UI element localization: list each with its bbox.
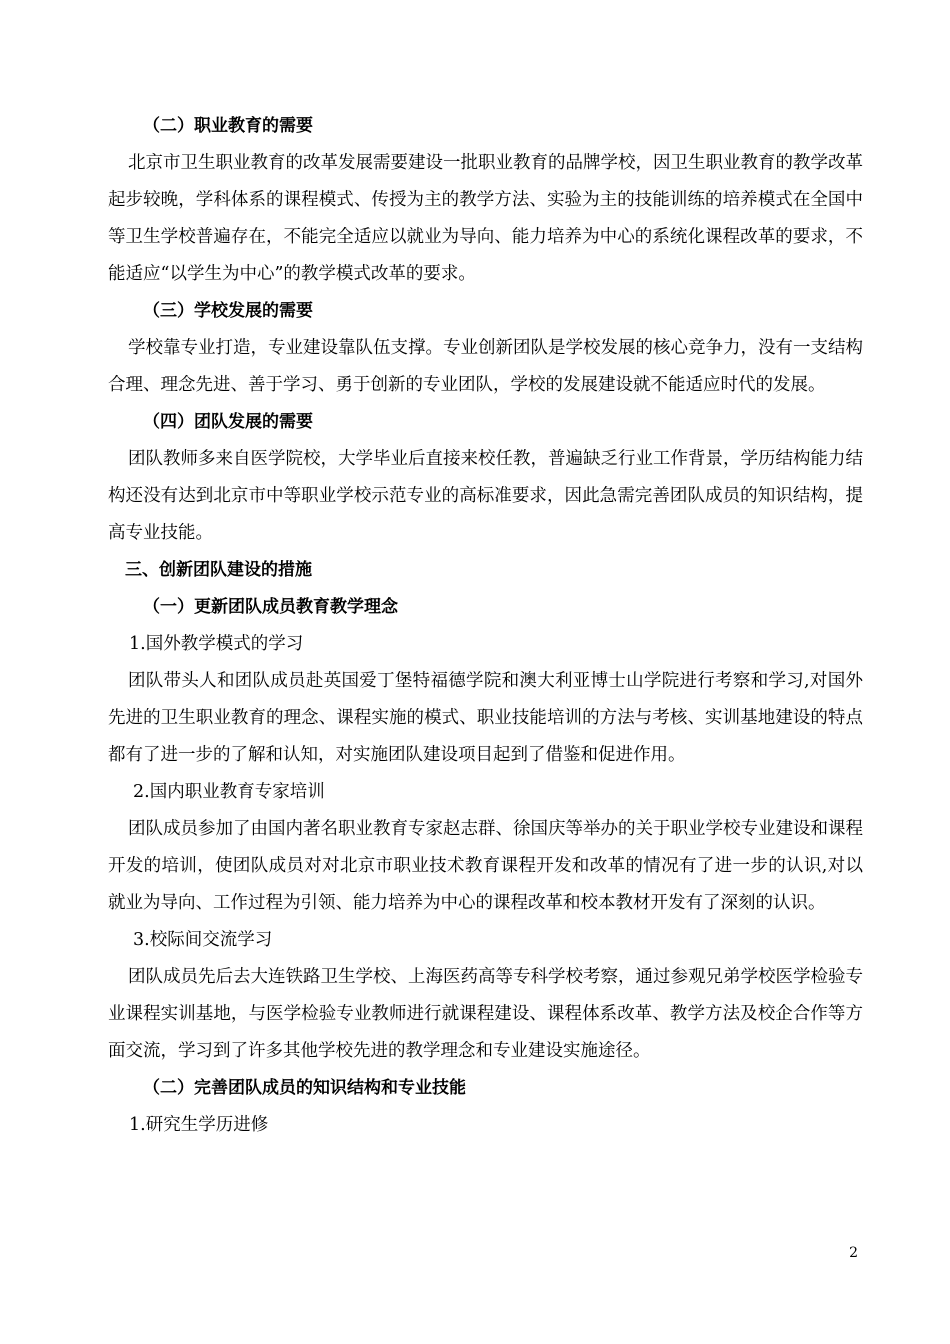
numbered-item: 1.研究生学历进修 xyxy=(129,1115,269,1135)
paragraph: 团队成员先后去大连铁路卫生学校、上海医药高等专科学校考察，通过参观兄弟学校医学检验专业课程实训基地，与医学检验专业教师进行就课程建设、课程体系改革、教学方法及校企合作等方面交流，学习到了许多其他学校先进的教学理念和专业建设实施途径。 xyxy=(108,967,863,1061)
chapter-heading: 三、创新团队建设的措施 xyxy=(125,560,312,580)
numbered-item: 1.国外教学模式的学习 xyxy=(129,634,304,654)
numbered-item: 3.校际间交流学习 xyxy=(133,930,273,950)
page-number: 2 xyxy=(849,1245,858,1261)
section-heading: （四）团队发展的需要 xyxy=(143,412,313,432)
section-heading: （三）学校发展的需要 xyxy=(143,301,313,321)
section-heading: （二）职业教育的需要 xyxy=(143,116,313,136)
document-body xyxy=(108,108,863,1144)
section-heading: （二）完善团队成员的知识结构和专业技能 xyxy=(143,1078,466,1098)
paragraph: 北京市卫生职业教育的改革发展需要建设一批职业教育的品牌学校，因卫生职业教育的教学改革起步较晚，学科体系的课程模式、传授为主的教学方法、实验为主的技能训练的培养模式在全国中等卫生学校普遍存在，不能完全适应以就业为导向、能力培养为中心的系统化课程改革的要求，不能适应“以学生为中心”的教学模式改革的要求。 xyxy=(108,153,863,284)
paragraph: 团队带头人和团队成员赴英国爱丁堡特福德学院和澳大利亚博士山学院进行考察和学习,对国外先进的卫生职业教育的理念、课程实施的模式、职业技能培训的方法与考核、实训基地建设的特点都有了进一步的了解和认知，对实施团队建设项目起到了借鉴和促进作用。 xyxy=(108,671,863,765)
paragraph: 团队成员参加了由国内著名职业教育专家赵志群、徐国庆等举办的关于职业学校专业建设和课程开发的培训，使团队成员对对北京市职业技术教育课程开发和改革的情况有了进一步的认识,对以就业为导向、工作过程为引领、能力培养为中心的课程改革和校本教材开发有了深刻的认识。 xyxy=(108,819,863,913)
paragraph: 学校靠专业打造，专业建设靠队伍支撑。专业创新团队是学校发展的核心竞争力，没有一支结构合理、理念先进、善于学习、勇于创新的专业团队，学校的发展建设就不能适应时代的发展。 xyxy=(108,338,863,395)
section-heading: （一）更新团队成员教育教学理念 xyxy=(143,597,398,617)
paragraph: 团队教师多来自医学院校，大学毕业后直接来校任教，普遍缺乏行业工作背景，学历结构能力结构还没有达到北京市中等职业学校示范专业的高标准要求，因此急需完善团队成员的知识结构，提高专业技能。 xyxy=(108,449,863,543)
numbered-item: 2.国内职业教育专家培训 xyxy=(133,782,325,802)
